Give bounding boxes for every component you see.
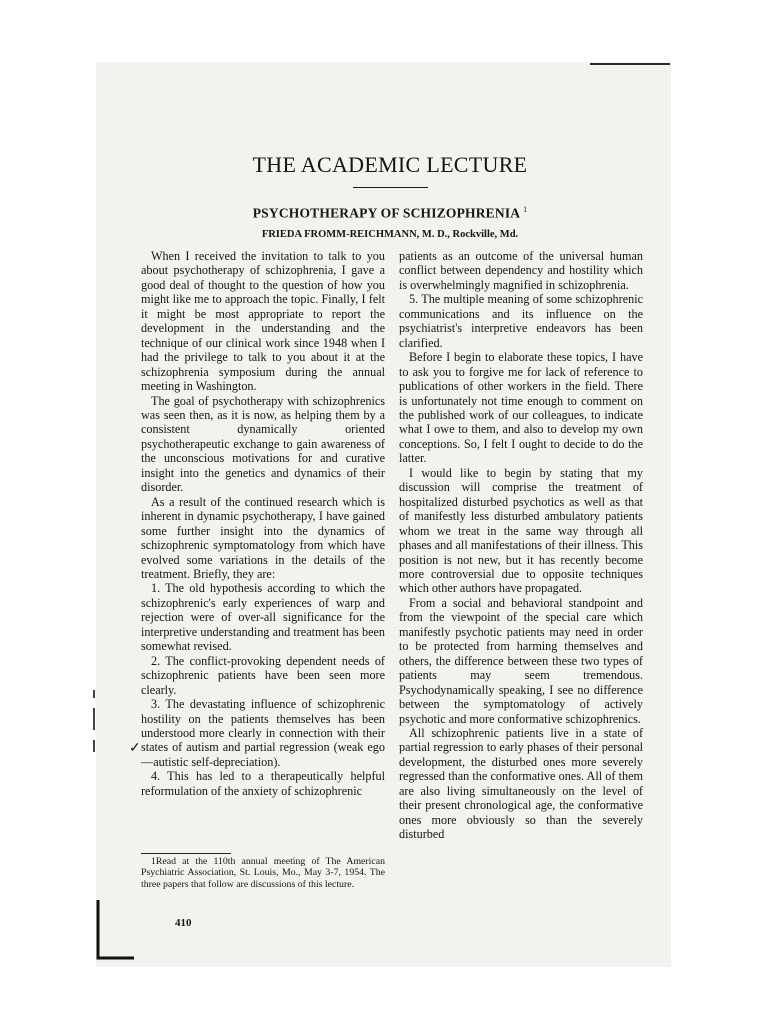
right-column [399, 249, 643, 842]
article-title-text: PSYCHOTHERAPY OF SCHIZOPHRENIA [252, 205, 520, 221]
paragraph: 4. This has led to a therapeutically helpful reformulation of the anxiety of schizophrenic [141, 769, 385, 798]
paragraph: 1. The old hypothesis according to which the schizophrenic's early experiences of warp and rejection were of over-all significance for the interpretive understanding and treatment has been somewhat revised. [141, 581, 385, 654]
page-corner-mark [96, 900, 136, 960]
article-title [96, 205, 684, 222]
footnote [141, 856, 385, 890]
paragraph: The goal of psychotherapy with schizophrenics was seen then, as it is now, as helping them by a consistent dynamically oriented psychotherapeutic exchange to gain awareness of the unconscious motivations for and curative insight into the genetics and dynamics of their disorder. [141, 393, 385, 495]
author-line: FRIEDA FROMM-REICHMANN, M. D., Rockville, Md. [261, 229, 519, 240]
paragraph: From a social and behavioral standpoint and from the viewpoint of the special care which manifestly psychotic patients may need in order to be protected from harming themselves and others, the difference between these two types of patients may seem tremendous. Psychodynamically speaking, I see no difference between the symptomatology of actively psychotic and more conformative schizophrenics. [399, 595, 643, 726]
paragraph: 5. The multiple meaning of some schizophrenic communications and its influence on the psychiatrist's interpretive endeavors has been clarified. [399, 292, 643, 350]
page-number: 410 [175, 917, 192, 929]
checkmark-icon: ✓ [129, 741, 141, 756]
paragraph: As a result of the continued research which is inherent in dynamic psychotherapy, I have gained some further insight into the dynamics of schizophrenic symptomatology from which have evolved some variations in the details of the treatment. Briefly, they are: [141, 494, 385, 581]
paragraph: Before I begin to elaborate these topics, I have to ask you to forgive me for lack of reference to publications of other workers in the field. There is unfortunately not time enough to comment on the published work of our colleagues, to indicate what I owe to them, and also to develop my own conceptions. So, I felt I ought to decide to do the latter. [399, 350, 643, 466]
paragraph: I would like to begin by stating that my discussion will comprise the treatment of hospitalized disturbed psychotics as well as that of manifestly less disturbed ambulatory patients whom we treat in the same way through all phases and all manifestations of their illness. This position is not new, but it has recently become more controversial due to opposite techniques which other authors have propagated. [399, 465, 643, 596]
top-rule [590, 63, 670, 65]
section-title: THE ACADEMIC LECTURE [252, 152, 528, 177]
paragraph: 3. The devastating influence of schizophrenic hostility on the patients themselves has been understood more clearly in connection with their states of autism and partial regression (weak ego—autistic self-depreciation). [141, 697, 385, 769]
paragraph: 2. The conflict-provoking dependent needs of schizophrenic patients have been seen more clearly. [141, 653, 385, 697]
margin-tick [93, 740, 95, 752]
margin-tick [93, 708, 95, 730]
footnote-text: 1Read at the 110th annual meeting of The American Psychiatric Association, St. Louis, Mo., May 3-7, 1954. The three papers that follow are discussions of this lecture. [141, 856, 385, 890]
paragraph: When I received the invitation to talk to you about psychotherapy of schizophrenia, I gave a good deal of thought to the question of how you might like me to approach the topic. Finally, I felt it might be most appropriate to report the development in the understanding and the technique of our clinical work since 1948 when I had the privilege to talk to you about it at the schizophrenia symposium during the annual meeting in Washington. [141, 249, 385, 394]
footnote-divider [141, 853, 231, 854]
paragraph: patients as an outcome of the universal human conflict between dependency and hostility which is overwhelmingly magnified in schizophrenia. [399, 249, 643, 292]
left-column [141, 249, 385, 798]
margin-annotation-marks [93, 690, 95, 770]
margin-tick [93, 690, 95, 698]
paragraph: All schizophrenic patients live in a state of partial regression to early phases of their personal development, the disturbed ones more severely regressed than the conformative ones. All of them are also living simultaneously on the level of their present chronological age, the conformative ones more obviously so than the severely disturbed [399, 725, 643, 842]
title-divider [353, 187, 428, 188]
footnote-ref: 1 [523, 205, 528, 214]
